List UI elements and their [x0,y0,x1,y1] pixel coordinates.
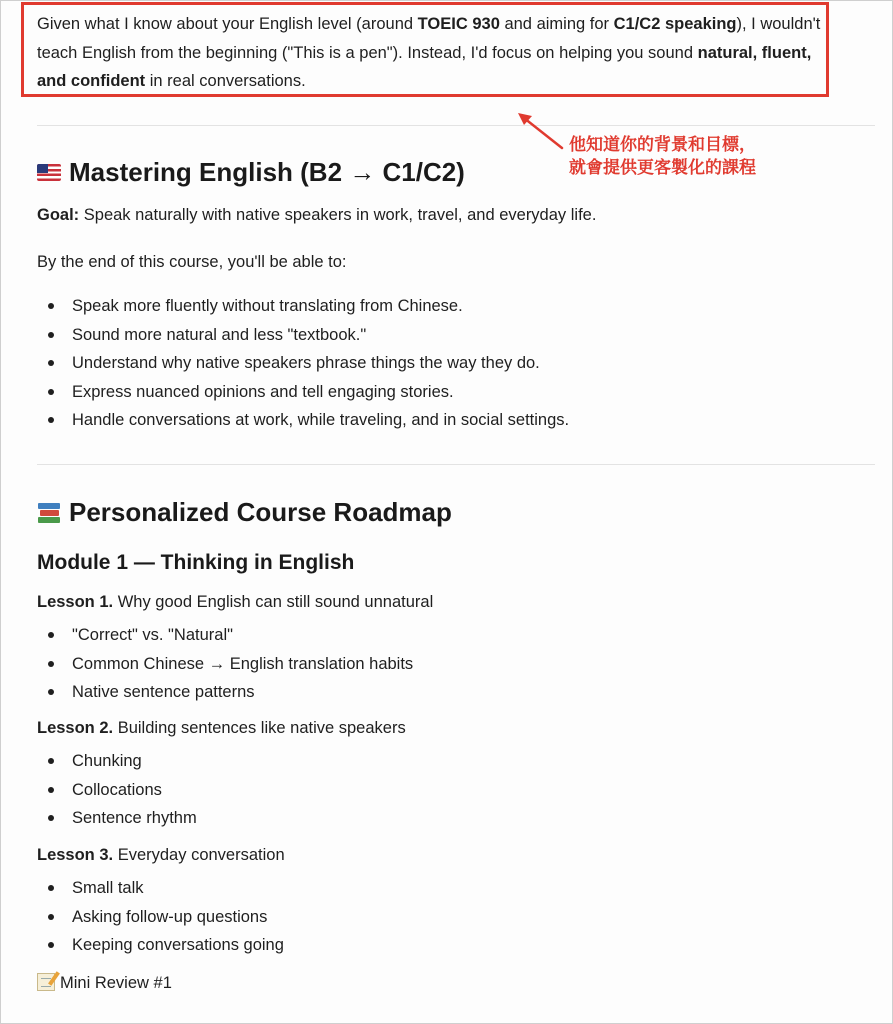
lesson-title: Everyday conversation [113,846,285,864]
list-item: Keeping conversations going [37,931,284,960]
goal-text: Speak naturally with native speakers in work, travel, and everyday life. [79,206,597,224]
list-item: Sound more natural and less "textbook." [37,321,569,350]
list-item: Handle conversations at work, while traveling, and in social settings. [37,406,569,435]
intro-bold-goal: C1/C2 speaking [613,15,737,33]
lesson-topics-list [37,747,197,833]
annotation-line-2: 就會提供更客製化的課程 [569,158,756,178]
lesson-heading [37,846,285,865]
lesson-label: Lesson 1. [37,593,114,611]
list-item: Native sentence patterns [37,678,413,707]
lesson-topics-list [37,621,413,707]
list-item: Speak more fluently without translating from Chinese. [37,292,569,321]
outcomes-list [37,292,569,435]
module-title: Module 1 — Thinking in English [37,551,355,574]
list-item: Chunking [37,747,197,776]
lesson-title: Why good English can still sound unnatural [113,593,434,611]
goal-label: Goal: [37,206,80,224]
intro-bold-focus: natural, fluent, and confident [37,43,812,90]
list-item: Small talk [37,874,284,903]
memo-icon [37,973,55,991]
section-title: Mastering English (B2 → C1/C2) [69,157,465,187]
mini-review [37,973,172,993]
annotation-line-1: 他知道你的背景和目標， [569,135,756,155]
list-item: Sentence rhythm [37,804,197,833]
section-title: Personalized Course Roadmap [69,497,452,527]
section-heading-roadmap [37,497,452,528]
list-item: Asking follow-up questions [37,903,284,932]
section-heading-mastering [37,157,465,188]
books-icon [37,502,61,524]
annotation-arrow-icon [510,106,570,156]
goal-line [37,206,596,225]
intro-paragraph: Given what I know about your English level (around TOEIC 930 and aiming for C1/C2 speaking), I wouldn't teach English from the beginning ("This is a pen"). Instead, I'd focus on helping you sound natural, fluent, and confident in real conversations. [37,15,821,90]
intro-bold-toeic: TOEIC 930 [417,15,500,33]
list-item: "Correct" vs. "Natural" [37,621,413,650]
list-item: Understand why native speakers phrase things the way they do. [37,349,569,378]
lesson-topics-list [37,874,284,960]
divider [37,464,875,465]
lesson-title: Building sentences like native speakers [113,719,406,737]
list-item: Common Chinese → English translation habits [37,650,413,679]
lesson-heading [37,593,433,612]
annotation-text [569,134,809,180]
outcomes-lead: By the end of this course, you'll be able to: [37,253,347,271]
lesson-label: Lesson 3. [37,846,114,864]
mini-review-label: Mini Review #1 [60,974,172,992]
us-flag-icon [37,164,61,181]
divider [37,125,875,126]
list-item: Express nuanced opinions and tell engaging stories. [37,378,569,407]
list-item: Collocations [37,776,197,805]
lesson-heading [37,719,406,738]
lesson-label: Lesson 2. [37,719,114,737]
